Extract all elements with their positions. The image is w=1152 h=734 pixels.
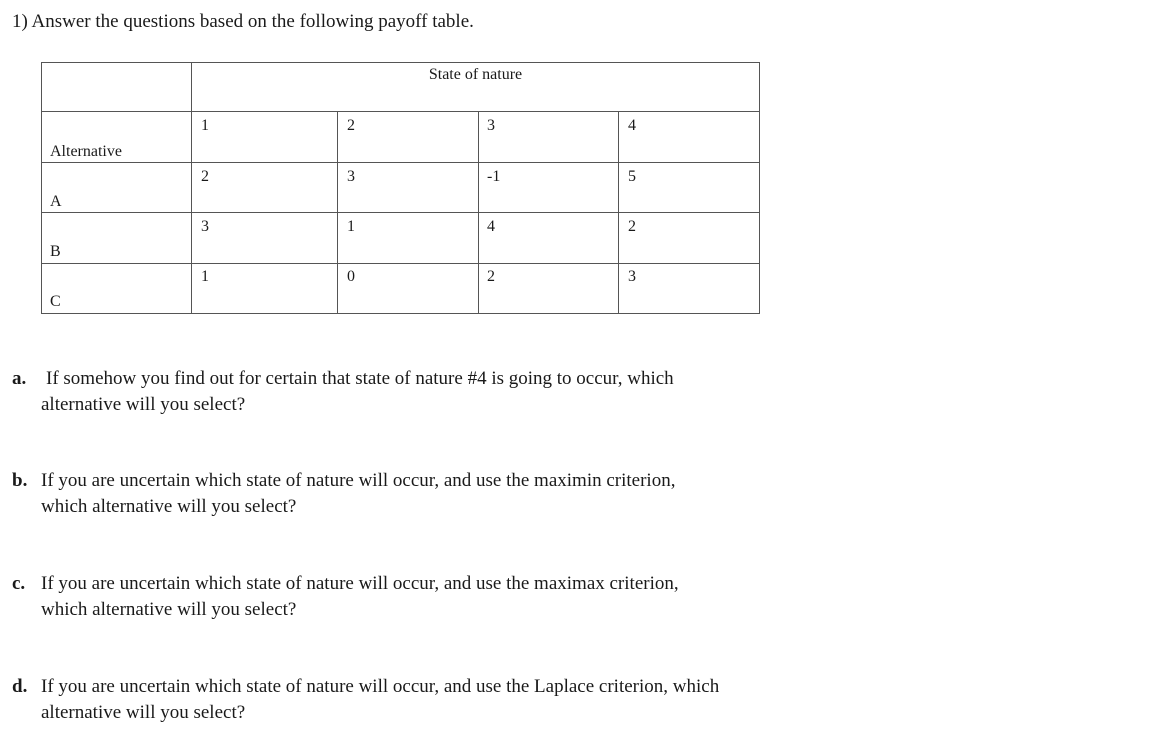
payoff-cell: 4 — [487, 218, 495, 235]
payoff-cell: 3 — [347, 168, 355, 185]
alternative-label: B — [50, 243, 61, 260]
payoff-cell: 1 — [347, 218, 355, 235]
question-text-line: If you are uncertain which state of nature will occur, and use the maximax criterion, — [41, 573, 679, 594]
payoff-cell: 1 — [201, 268, 209, 285]
payoff-cell: 2 — [628, 218, 636, 235]
alternative-header: Alternative — [50, 143, 122, 160]
question-label: d. — [12, 676, 28, 697]
question-label: a. — [12, 368, 27, 389]
question-text-line: If you are uncertain which state of nature will occur, and use the maximin criterion, — [41, 470, 676, 491]
payoff-cell: 2 — [201, 168, 209, 185]
table-rule — [618, 111, 619, 314]
table-rule — [41, 263, 760, 264]
payoff-cell: 0 — [347, 268, 355, 285]
table-rule — [41, 62, 42, 314]
payoff-cell: 2 — [487, 268, 495, 285]
table-rule — [41, 212, 760, 213]
payoff-table — [41, 62, 760, 314]
question-label: c. — [12, 573, 26, 594]
question-text-line: If you are uncertain which state of nature will occur, and use the Laplace criterion, which — [41, 676, 720, 697]
table-rule — [41, 62, 760, 63]
alternative-label: C — [50, 293, 61, 310]
table-rule — [478, 111, 479, 314]
table-rule — [41, 111, 760, 112]
question-text-line: which alternative will you select? — [41, 599, 297, 620]
payoff-cell: 3 — [201, 218, 209, 235]
table-rule — [759, 62, 760, 314]
alternative-label: A — [50, 193, 62, 210]
question-text-line: alternative will you select? — [41, 394, 246, 415]
payoff-cell: -1 — [487, 168, 501, 185]
question-heading: 1) Answer the questions based on the following payoff table. — [12, 11, 474, 32]
table-rule — [191, 62, 192, 314]
state-number: 1 — [201, 117, 209, 134]
question-text-line: which alternative will you select? — [41, 496, 297, 517]
state-number: 2 — [347, 117, 355, 134]
question-label: b. — [12, 470, 28, 491]
table-rule — [41, 162, 760, 163]
state-of-nature-header: State of nature — [428, 66, 523, 83]
question-text-line: alternative will you select? — [41, 702, 246, 723]
payoff-cell: 5 — [628, 168, 636, 185]
question-text-line: If somehow you find out for certain that state of nature #4 is going to occur, which — [46, 368, 674, 389]
table-rule — [41, 313, 760, 314]
state-number: 4 — [628, 117, 636, 134]
payoff-cell: 3 — [628, 268, 636, 285]
table-rule — [337, 111, 338, 314]
state-number: 3 — [487, 117, 495, 134]
